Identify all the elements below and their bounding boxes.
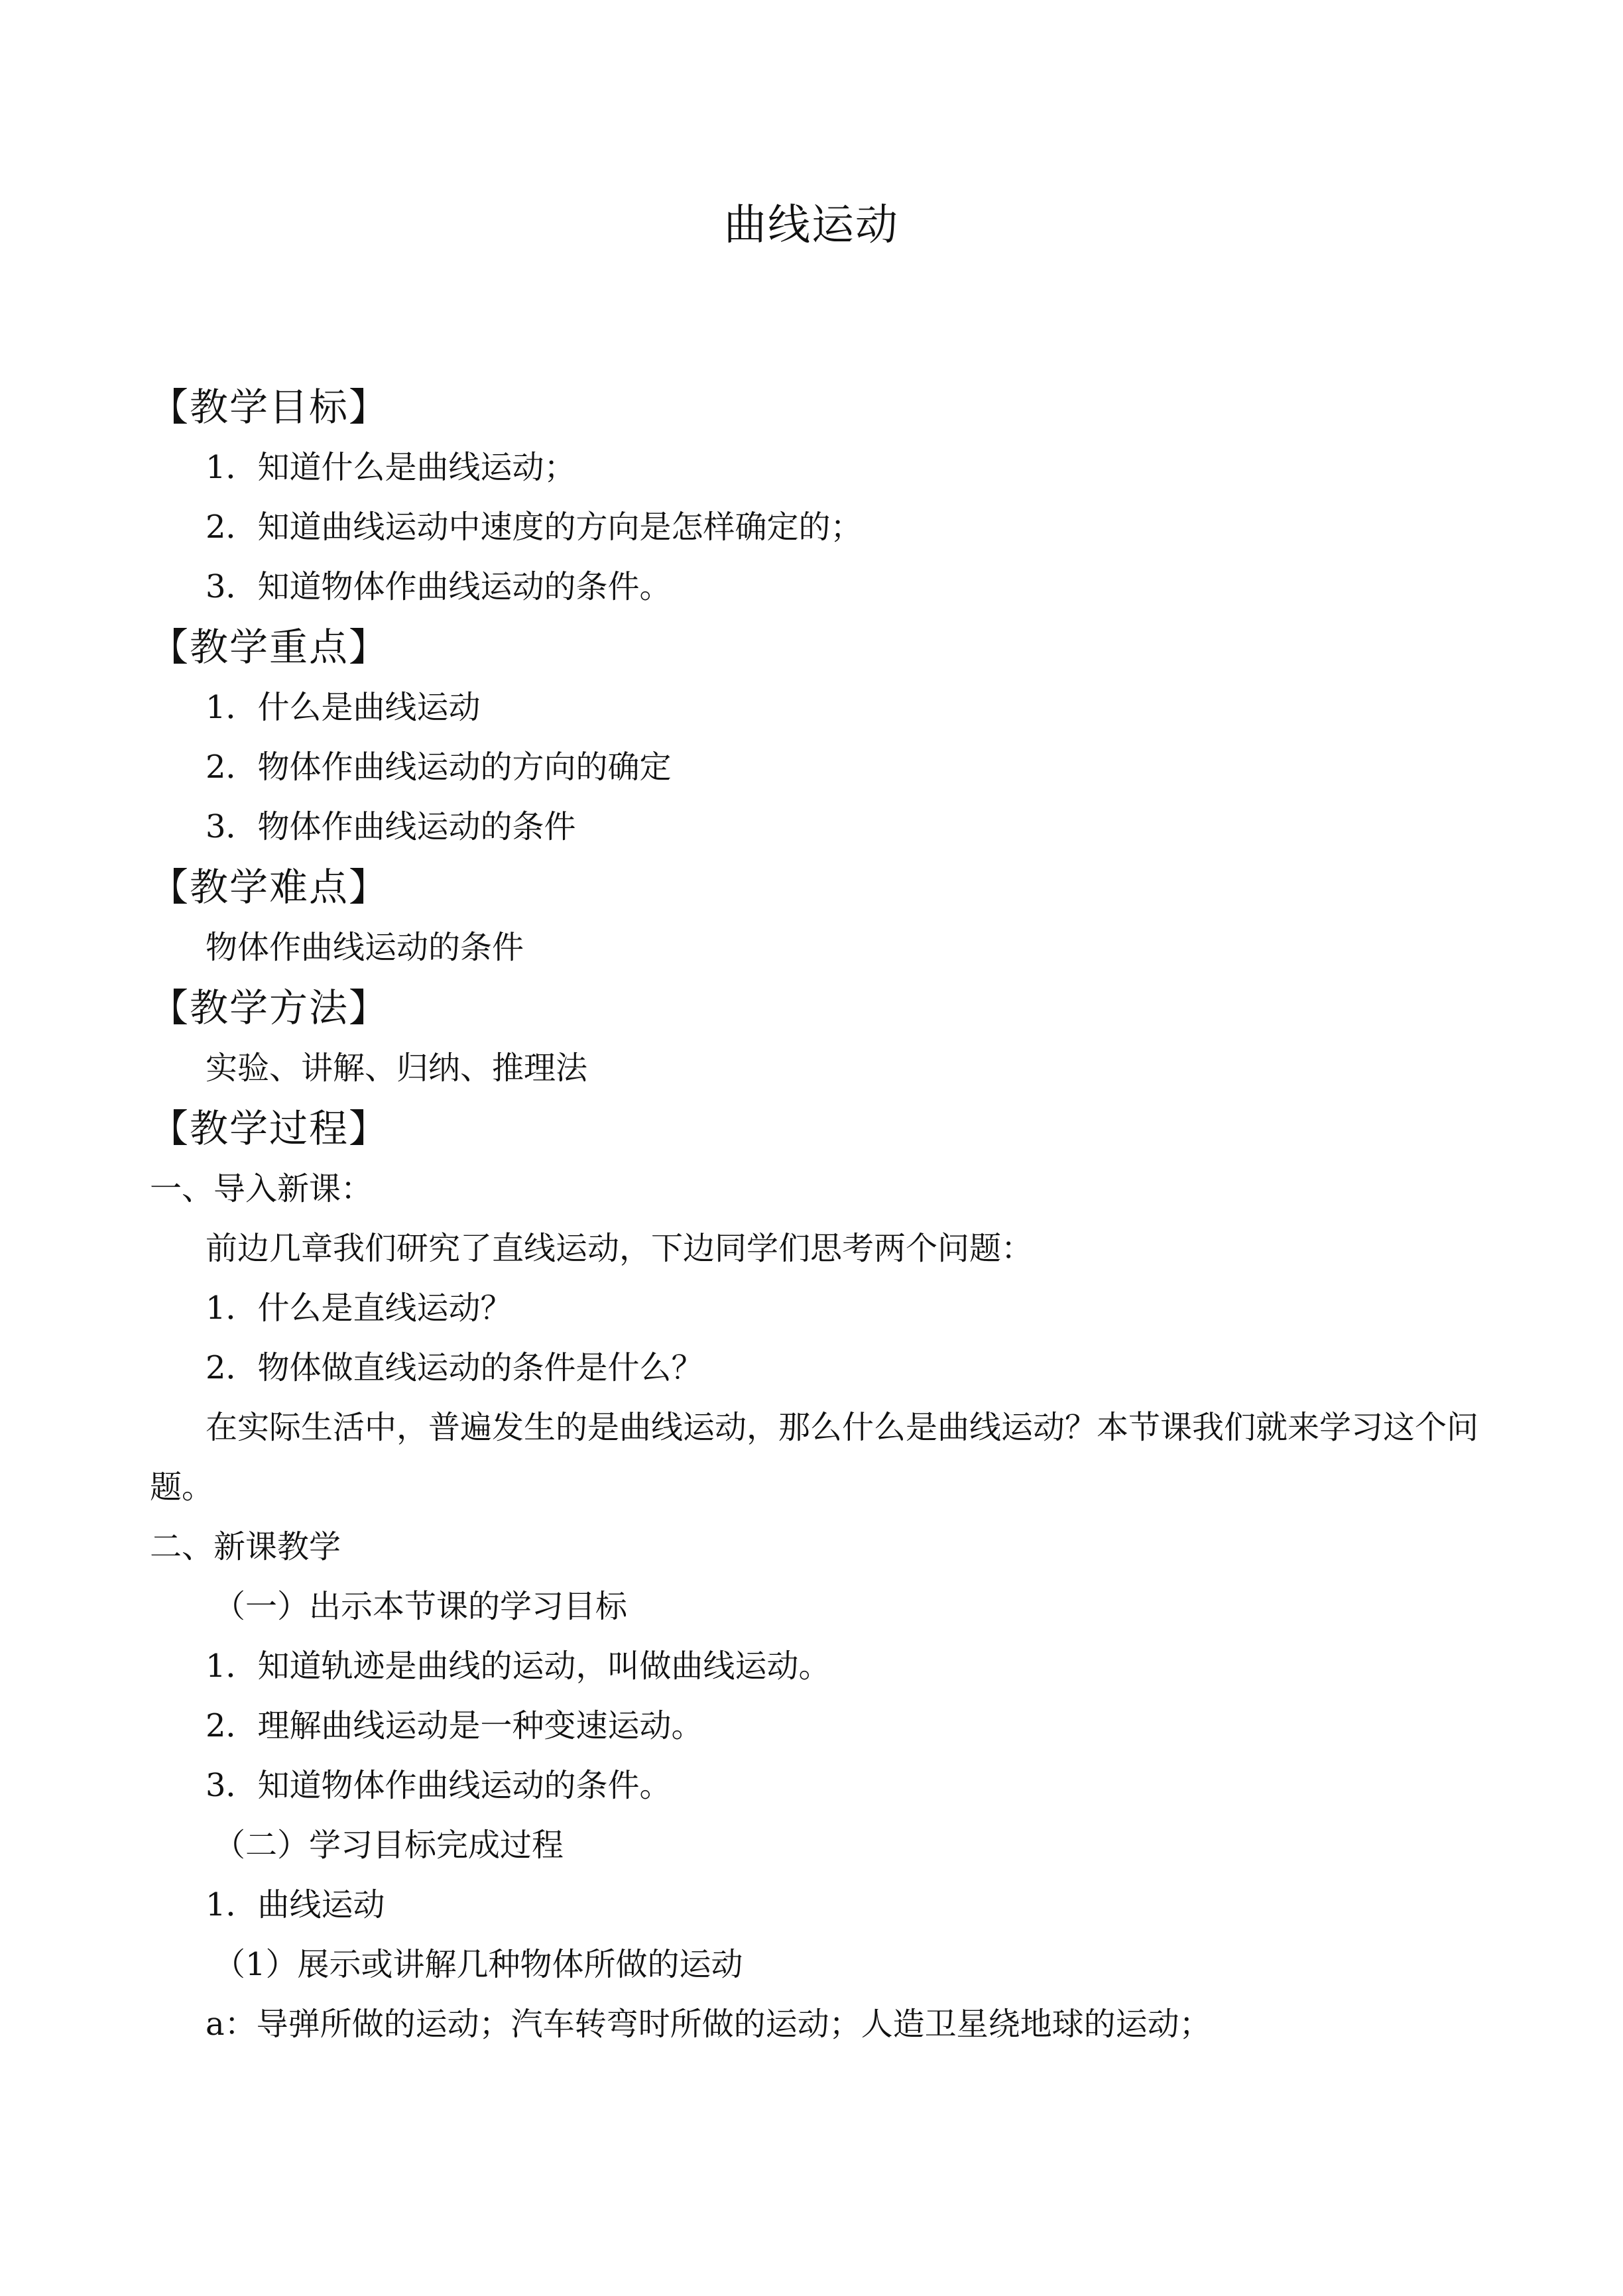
- part1-paragraph: 在实际生活中，普遍发生的是曲线运动，那么什么是曲线运动？本节课我们就来学习这个问题。: [150, 1409, 1479, 1506]
- document-body: [150, 377, 1496, 2054]
- methods-text: 实验、讲解、归纳、推理法: [206, 1050, 588, 1087]
- key-point-item: 3．物体作曲线运动的条件: [206, 808, 576, 845]
- part2-sub1-item: 3．知道物体作曲线运动的条件。: [206, 1767, 672, 1804]
- objective-item: 1．知道什么是曲线运动；: [206, 449, 576, 486]
- part2-sub2-a: a：导弹所做的运动；汽车转弯时所做的运动；人造卫星绕地球的运动；: [206, 2006, 1211, 2043]
- part1-title: 一、导入新课：: [150, 1170, 373, 1207]
- part2-sub1-item: 1．知道轨迹是曲线的运动，叫做曲线运动。: [206, 1648, 831, 1685]
- heading-methods: 【教学方法】: [150, 985, 389, 1030]
- key-point-item: 1．什么是曲线运动: [206, 689, 481, 726]
- objective-item: 2．知道曲线运动中速度的方向是怎样确定的；: [206, 509, 863, 546]
- heading-difficulties: 【教学难点】: [150, 865, 389, 910]
- objective-item: 3．知道物体作曲线运动的条件。: [206, 568, 672, 605]
- part1-question: 2．物体做直线运动的条件是什么？: [206, 1349, 703, 1386]
- part2-title: 二、新课教学: [150, 1528, 341, 1565]
- heading-objectives: 【教学目标】: [150, 385, 389, 430]
- part1-intro: 前边几章我们研究了直线运动，下边同学们思考两个问题：: [206, 1230, 1034, 1267]
- part2-sub1: （一）出示本节课的学习目标: [213, 1588, 628, 1625]
- heading-key-points: 【教学重点】: [150, 625, 389, 670]
- part1-question: 1．什么是直线运动？: [206, 1290, 512, 1327]
- part2-sub2-item: 1．曲线运动: [206, 1886, 385, 1923]
- key-point-item: 2．物体作曲线运动的方向的确定: [206, 749, 672, 786]
- difficulty-text: 物体作曲线运动的条件: [206, 929, 524, 966]
- heading-process: 【教学过程】: [150, 1106, 389, 1151]
- part2-sub1-item: 2．理解曲线运动是一种变速运动。: [206, 1707, 703, 1744]
- part2-sub2: （二）学习目标完成过程: [213, 1827, 564, 1864]
- part2-sub2-point: （1）展示或讲解几种物体所做的运动: [213, 1946, 743, 1983]
- page-title: 曲线运动: [724, 201, 899, 250]
